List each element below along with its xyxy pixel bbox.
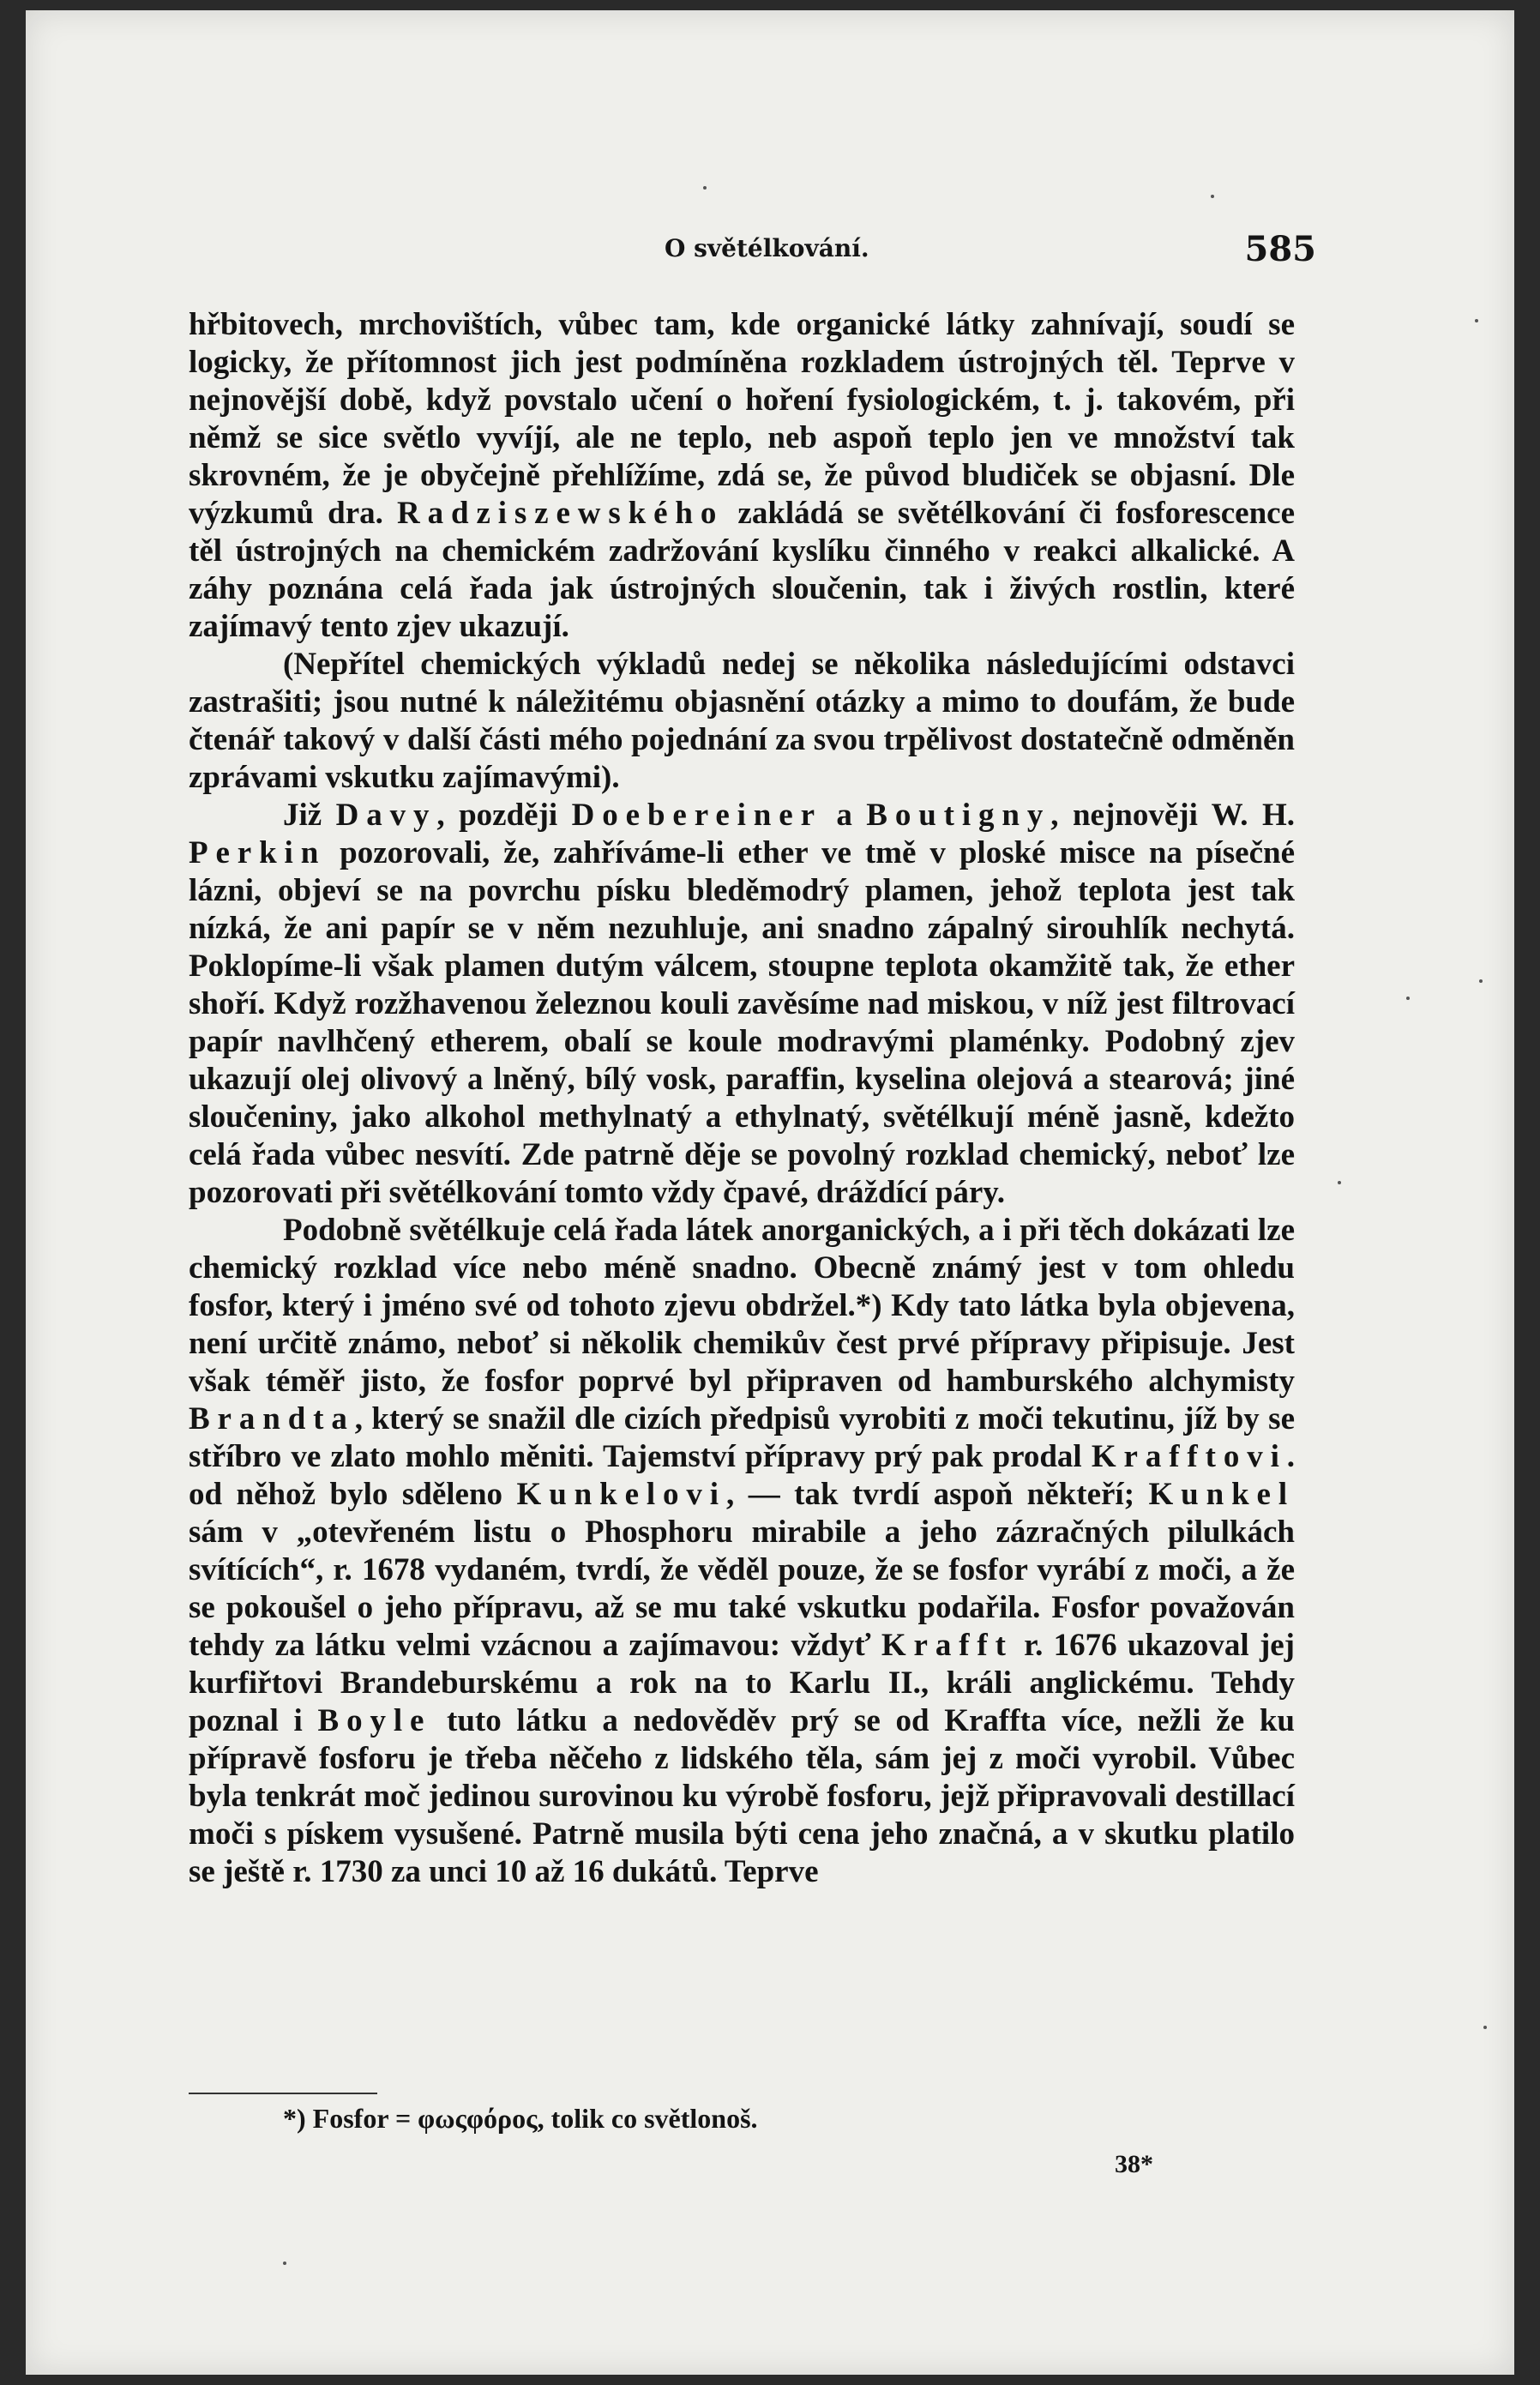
spaced-name: Kunkel: [1148, 1477, 1295, 1512]
running-title: O světélkování.: [665, 234, 869, 262]
text-run: , nejnověji W. H.: [1050, 798, 1296, 833]
paragraph: [189, 646, 1295, 797]
footnote: *) Fosfor = φωςφόρος, tolik co světlonoš.: [283, 2103, 758, 2134]
text-run: r. 1676 ukazoval jej kurfiřtovi Brandeburskému a rok na to Karlu II., králi anglickému. Tehdy poznal i: [189, 1628, 1296, 1738]
paragraph: [189, 1212, 1295, 1891]
footnote-divider: [189, 2093, 377, 2094]
spaced-name: Davy: [335, 798, 437, 833]
spaced-name: Radziszewského: [397, 496, 725, 531]
spaced-name: Boutigny: [866, 798, 1051, 833]
spaced-name: Brandta: [189, 1401, 355, 1436]
text-run: . od něhož bylo sděleno: [189, 1439, 1295, 1512]
text-run: pozorovali, že, zahříváme-li ether ve tmě v ploské misce na písečné lázni, objeví se na povrchu písku bleděmodrý plamen, jehož teplota jest tak nízká, že ani papír se v něm nezuhluje, ani snadno zápalný sirouhlík nechytá. Poklopíme-li však plamen dutým válcem, stoupne teplota okamžitě tak, že ether shoří. Když rozžhavenou železnou kouli zavěsíme nad miskou, v níž jest filtrovací papír navlhčený etherem, obalí se koule modravými plaménky. Podobný zjev ukazují olej olivový a lněný, bílý vosk, paraffin, kyselina olejová a stearová; jiné sloučeniny, jako alkohol methylnatý a ethylnatý, světélkují méně jasně, kdežto celá řada vůbec nesvítí. Zde patrně děje se povolný rozklad chemický, neboť lze pozorovati při světélkování tomto vždy čpavé, dráždící páry.: [189, 835, 1295, 1210]
body-text: [189, 306, 1295, 1891]
spaced-name: Doebereiner: [571, 798, 822, 833]
printer-signature: 38*: [1115, 2150, 1153, 2178]
paragraph: [189, 797, 1295, 1212]
spaced-name: Krafft: [881, 1628, 1014, 1663]
page-number: 585: [1244, 229, 1316, 269]
book-page: [26, 10, 1514, 2375]
text-run: hřbitovech, mrchovištích, vůbec tam, kde organické látky zahnívají, soudí se logicky, že přítomnost jich jest podmíněna rozkladem ústrojných těl. Teprve v nejnovější době, když povstalo učení o hoření fysiologickém, t. j. takovém, při němž se sice světlo vyvíjí, ale ne teplo, neb aspoň teplo jen ve množství tak skrovném, že je obyčejně přehlížíme, zdá se, že původ bludiček se objasní. Dle výzkumů dra.: [189, 307, 1295, 531]
text-run: tuto látku a nedověděv prý se od Kraffta více, nežli že ku přípravě fosforu je třeba něčeho z lidského těla, sám jej z moči vyrobil. Vůbec byla tenkrát moč jedinou surovinou ku výrobě fosforu, jejž připravovali destillací moči s pískem vysušené. Patrně musila býti cena jeho značná, a v skutku platilo se ještě r. 1730 za unci 10 až 16 dukátů. Teprve: [189, 1703, 1296, 1889]
text-run: a: [821, 798, 867, 833]
paragraph: [189, 306, 1295, 646]
spaced-name: Boyle: [317, 1703, 432, 1738]
text-run: zakládá se světélkování či fosforescence těl ústrojných na chemickém zadržování kyslíku činného v reakci alkalické. A záhy poznána celá řada jak ústrojných sloučenin, tak i živých rostlin, které zajímavý tento zjev ukazují.: [189, 496, 1295, 644]
text-run: Podobně světélkuje celá řada látek anorganických, a i při těch dokázati lze chemický rozklad více nebo méně snadno. Obecně známý jest v tom ohledu fosfor, který i jméno své od tohoto zjevu obdržel.*) Kdy tato látka byla objevena, není určitě známo, neboť si několik chemikův čest prvé přípravy připisuje. Jest však téměř jisto, že fosfor poprvé byl připraven od hamburského alchymisty: [189, 1213, 1295, 1399]
text-run: (Nepřítel chemických výkladů nedej se několika následujícími odstavci zastrašiti; jsou nutné k náležitému objasnění otázky a mimo to doufám, že bude čtenář takový v další části mého pojednání za svou trpělivost dostatečně odměněn zprávami vskutku zajímavými).: [189, 647, 1295, 795]
page-header: [210, 229, 1316, 270]
text-run: , — tak tvrdí aspoň někteří;: [725, 1477, 1149, 1512]
spaced-name: Krafftovi: [1091, 1439, 1287, 1474]
spaced-name: Kunkelovi: [516, 1477, 726, 1512]
text-run: , který se snažil dle cizích předpisů vyrobiti z moči tekutinu, jíž by se stříbro ve zlato mohlo měniti. Tajemství přípravy prý pak prodal: [189, 1401, 1295, 1474]
spaced-name: Perkin: [189, 835, 327, 870]
text-run: sám v „otevřeném listu o Phosphoru mirabile a jeho zázračných pilulkách svítících“, r. 1678 vydaném, tvrdí, že věděl pouze, že se fosfor vyrábí z moči, a že se pokoušel o jeho přípravu, až se mu také vskutku podařila. Fosfor považován tehdy za látku velmi vzácnou a zajímavou: vždyť: [189, 1515, 1295, 1663]
text-run: Již: [283, 798, 336, 833]
text-run: , později: [436, 798, 572, 833]
